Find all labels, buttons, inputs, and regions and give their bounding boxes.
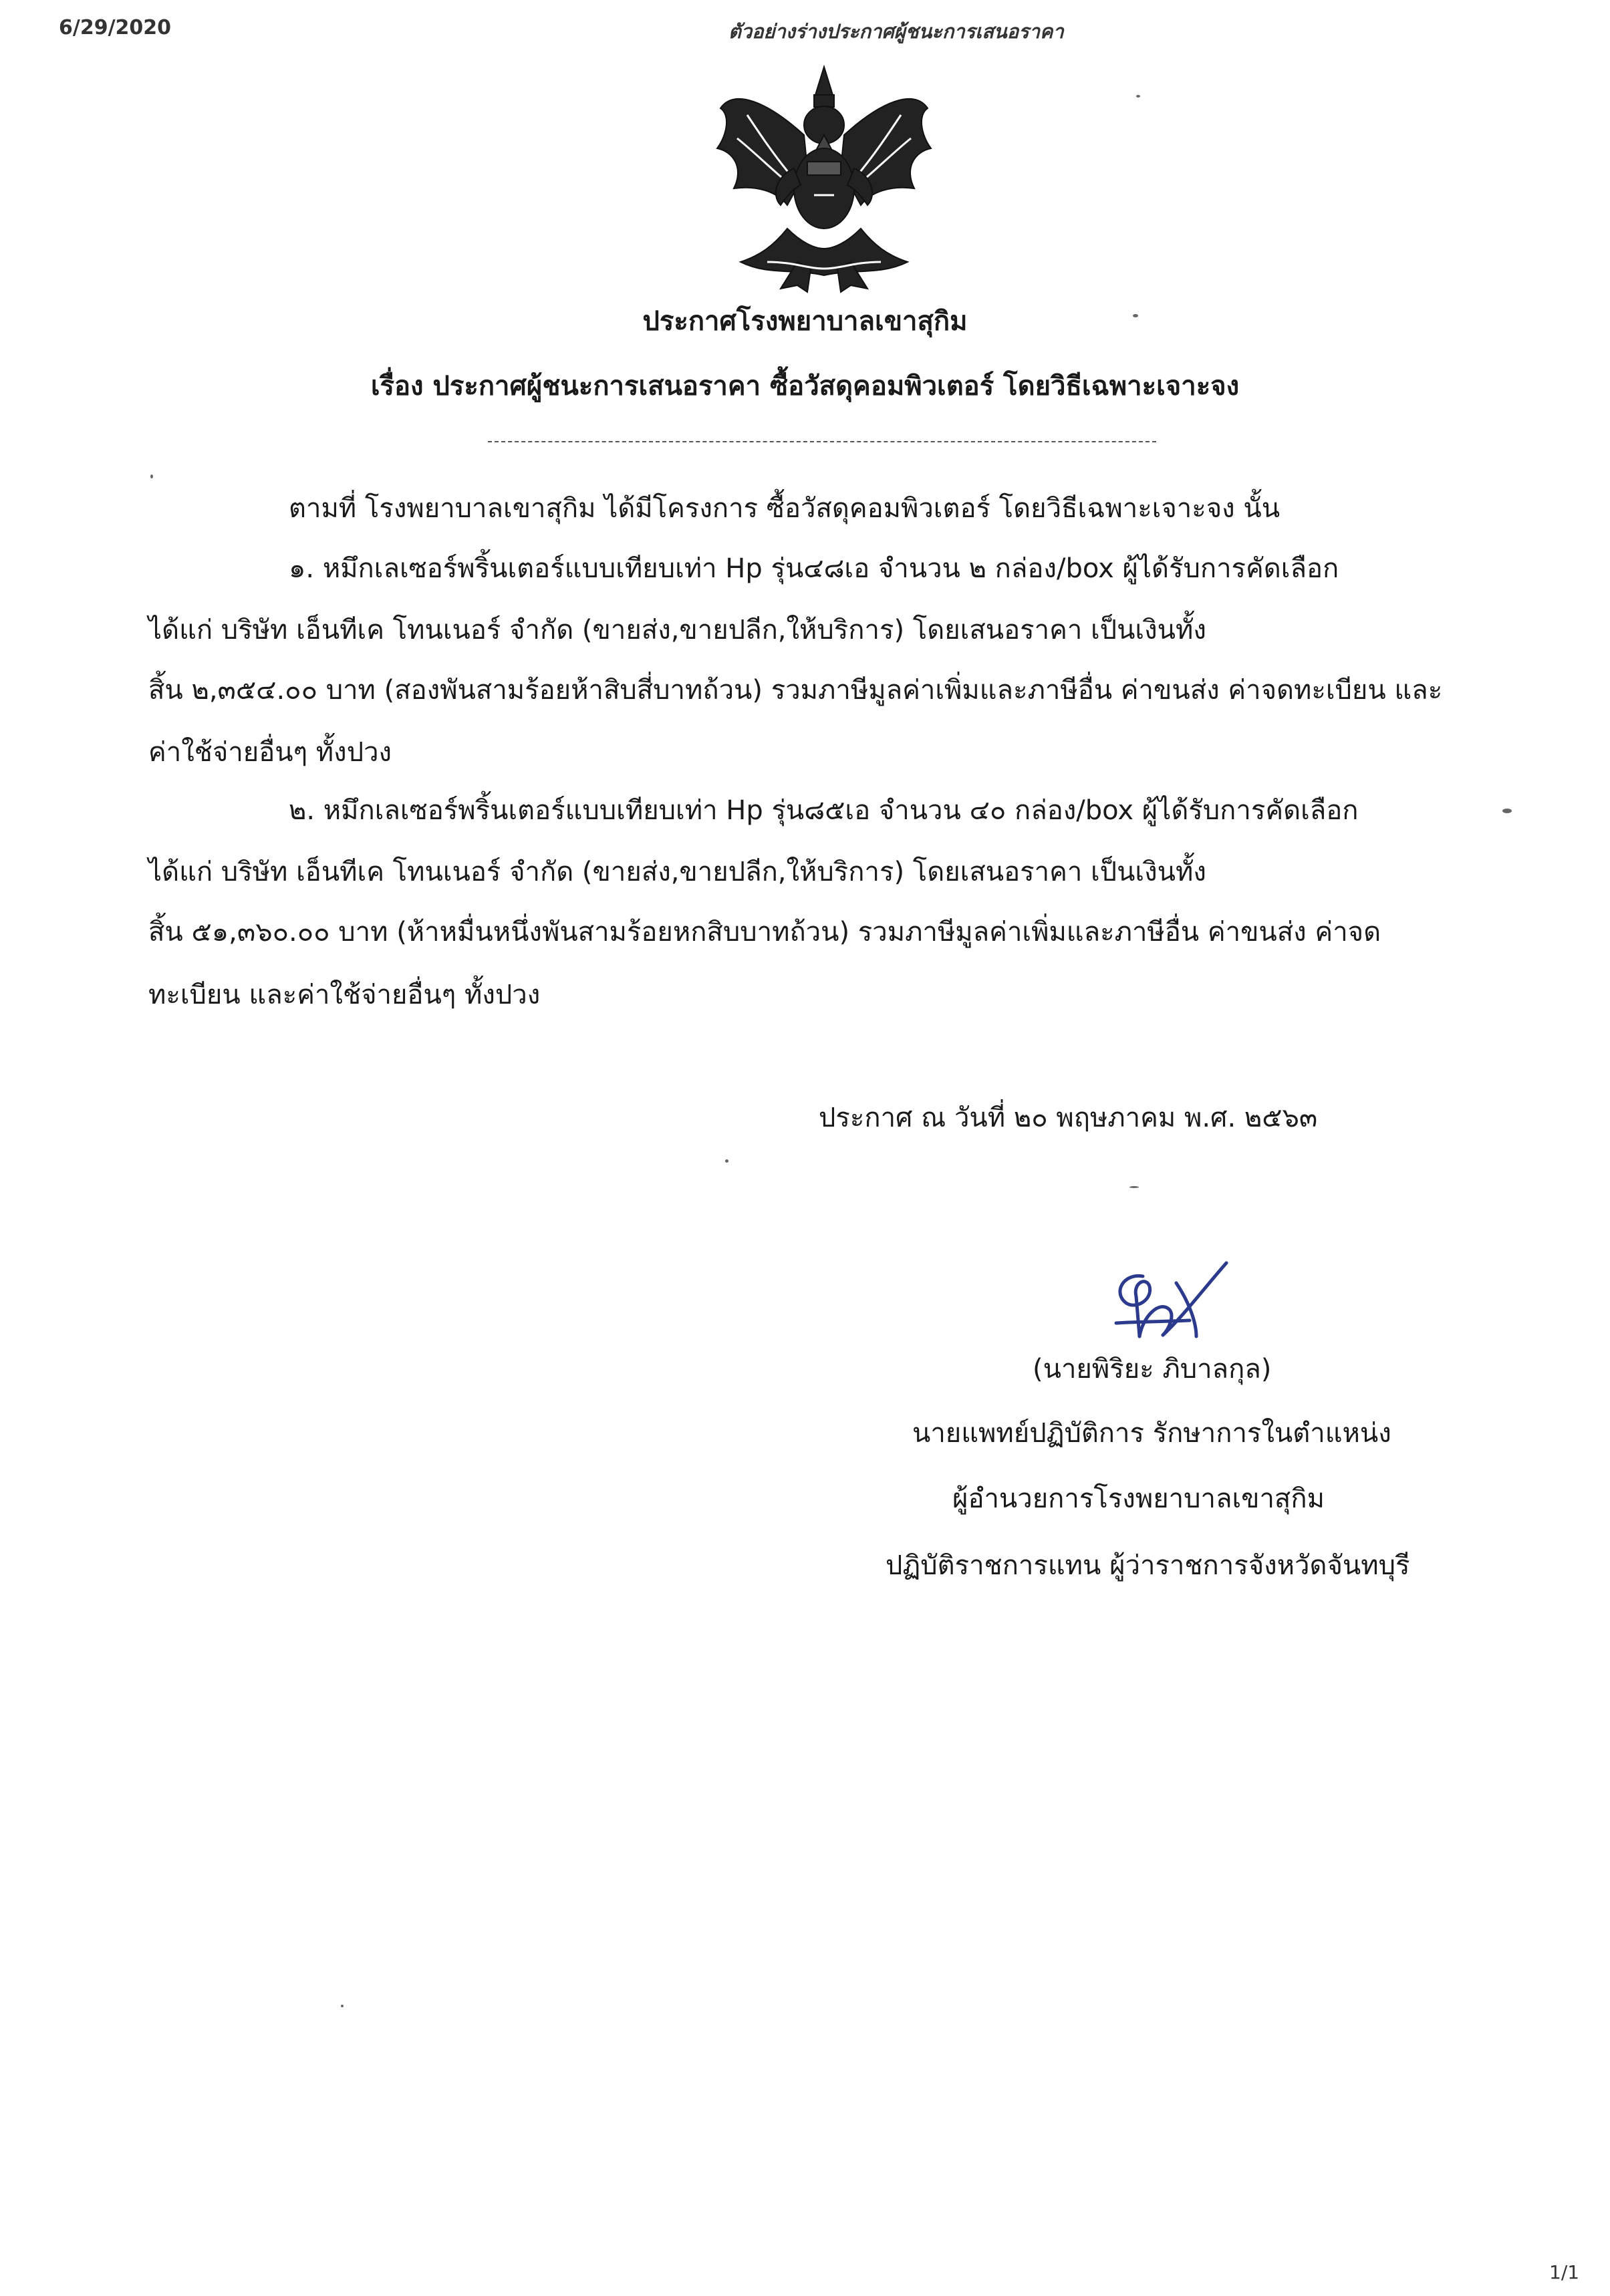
body-line: ได้แก่ บริษัท เอ็นทีเค โทนเนอร์ จำกัด (ขายส่ง,ขายปลีก,ให้บริการ) โดยเสนอราคา เป็นเงินทั้ง bbox=[148, 615, 1206, 645]
signatory-position: ปฏิบัติราชการแทน ผู้ว่าราชการจังหวัดจันทบุรี bbox=[886, 1550, 1410, 1581]
body-line: สิ้น ๕๑,๓๖๐.๐๐ บาท (ห้าหมื่นหนึ่งพันสามร้อยหกสิบบาทถ้วน) รวมภาษีมูลค่าเพิ่มและภาษีอื่น ค่าขนส่ง ค่าจด bbox=[148, 917, 1381, 948]
signature-mark bbox=[1096, 1236, 1243, 1356]
org-title: ประกาศโรงพยาบาลเขาสุกิม bbox=[642, 306, 968, 337]
scan-speck bbox=[725, 1159, 728, 1163]
scan-speck bbox=[1129, 1186, 1139, 1188]
body-line: ๒. หมึกเลเซอร์พริ้นเตอร์แบบเทียบเท่า Hp รุ่น๘๕เอ จำนวน ๔๐ กล่อง/box ผู้ได้รับการคัดเลือก bbox=[289, 795, 1359, 826]
body-line: ตามที่ โรงพยาบาลเขาสุกิม ได้มีโครงการ ซื้อวัสดุคอมพิวเตอร์ โดยวิธีเฉพาะเจาะจง นั้น bbox=[289, 493, 1281, 524]
announce-date: ประกาศ ณ วันที่ ๒๐ พฤษภาคม พ.ศ. ๒๕๖๓ bbox=[819, 1103, 1318, 1133]
garuda-emblem-icon bbox=[707, 61, 941, 302]
scan-speck bbox=[150, 474, 153, 478]
scan-speck bbox=[1133, 314, 1138, 317]
signatory-name: (นายพิริยะ ภิบาลกุล) bbox=[1033, 1354, 1272, 1385]
signatory-position: นายแพทย์ปฏิบัติการ รักษาการในตำแหน่ง bbox=[912, 1418, 1391, 1449]
signatory-position: ผู้อำนวยการโรงพยาบาลเขาสุกิม bbox=[952, 1483, 1325, 1514]
body-line: ค่าใช้จ่ายอื่นๆ ทั้งปวง bbox=[148, 737, 392, 768]
scan-speck bbox=[341, 2005, 344, 2007]
body-line: สิ้น ๒,๓๕๔.๐๐ บาท (สองพันสามร้อยห้าสิบสี่บาทถ้วน) รวมภาษีมูลค่าเพิ่มและภาษีอื่น ค่าขนส่ง ค่าจดทะเบียน และ bbox=[148, 675, 1443, 706]
scan-speck bbox=[1502, 809, 1512, 813]
subject-title: เรื่อง ประกาศผู้ชนะการเสนอราคา ซื้อวัสดุคอมพิวเตอร์ โดยวิธีเฉพาะเจาะจง bbox=[370, 371, 1240, 402]
print-date: 6/29/2020 bbox=[59, 16, 172, 39]
body-line: ได้แก่ บริษัท เอ็นทีเค โทนเนอร์ จำกัด (ขายส่ง,ขายปลีก,ให้บริการ) โดยเสนอราคา เป็นเงินทั้ง bbox=[148, 857, 1206, 887]
body-line: ๑. หมึกเลเซอร์พริ้นเตอร์แบบเทียบเท่า Hp รุ่น๔๘เอ จำนวน ๒ กล่อง/box ผู้ได้รับการคัดเลือก bbox=[289, 553, 1339, 584]
page-number: 1/1 bbox=[1549, 2261, 1580, 2283]
body-line: ทะเบียน และค่าใช้จ่ายอื่นๆ ทั้งปวง bbox=[148, 980, 541, 1010]
print-title: ตัวอย่างร่างประกาศผู้ชนะการเสนอราคา bbox=[728, 20, 1064, 43]
title-divider bbox=[488, 441, 1156, 442]
scan-speck bbox=[1136, 95, 1140, 98]
